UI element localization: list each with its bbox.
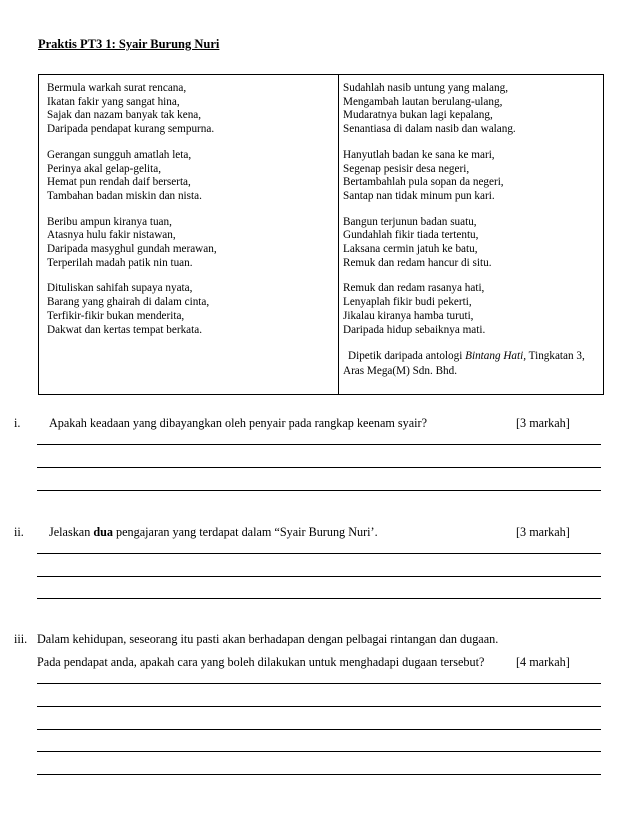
poem-line: Hemat pun rendah daif berserta, — [47, 176, 191, 189]
question-1-marks: [3 markah] — [516, 416, 570, 430]
answer-line[interactable] — [37, 576, 601, 577]
poem-stanza — [343, 149, 601, 204]
poem-line: Bertambahlah pula sopan da negeri, — [343, 176, 504, 189]
answer-line[interactable] — [37, 490, 601, 491]
poem-line: Bermula warkah surat rencana, — [47, 82, 187, 94]
poem-stanza — [47, 149, 332, 204]
poem-line: Gundahlah fikir tiada tertentu, — [343, 229, 479, 242]
poem-line: Atasnya hulu fakir nistawan, — [47, 229, 176, 242]
worksheet-title: Praktis PT3 1: Syair Burung Nuri — [38, 37, 220, 51]
poem-left-column — [47, 82, 332, 349]
poem-stanza — [47, 82, 332, 137]
answer-line[interactable] — [37, 467, 601, 468]
source-prefix: Dipetik daripada antologi — [348, 350, 466, 363]
poem-line: Remuk dan redam rasanya hati, — [343, 282, 485, 295]
source-suffix: Tingkatan 3, — [526, 350, 585, 363]
poem-line: Dituliskan sahifah supaya nyata, — [47, 282, 193, 295]
poem-line: Terfikir-fikir bukan menderita, — [47, 309, 185, 322]
question-1-number: i. — [14, 416, 21, 430]
poem-line: Barang yang ghairah di dalam cinta, — [47, 296, 210, 309]
answer-line[interactable] — [37, 751, 601, 752]
question-1-text: Apakah keadaan yang dibayangkan oleh penyair pada rangkap keenam syair? — [49, 416, 427, 430]
answer-line[interactable] — [37, 729, 601, 730]
poem-stanza — [343, 282, 601, 337]
question-2-number: ii. — [14, 525, 24, 539]
poem-stanza — [343, 82, 601, 137]
poem-line: Jikalau kiranya hamba turuti, — [343, 309, 474, 322]
poem-line: Senantiasa di dalam nasib dan walang. — [343, 123, 516, 136]
poem-line: Perinya akal gelap-gelita, — [47, 162, 161, 175]
answer-line[interactable] — [37, 598, 601, 599]
poem-line: Lenyaplah fikir budi pekerti, — [343, 296, 472, 309]
answer-line[interactable] — [37, 444, 601, 445]
source-book-title: Bintang Hati, — [465, 350, 527, 363]
poem-stanza — [343, 216, 601, 271]
answer-line[interactable] — [37, 706, 601, 707]
poem-table — [38, 74, 604, 395]
question-2-text-bold: dua — [93, 525, 113, 539]
question-3-marks: [4 markah] — [516, 655, 570, 669]
poem-source — [343, 349, 601, 378]
poem-line: Bangun terjunun badan suatu, — [343, 215, 477, 228]
poem-line: Daripada masyghul gundah merawan, — [47, 243, 217, 256]
poem-line: Laksana cermin jatuh ke batu, — [343, 243, 478, 256]
poem-line: Segenap pesisir desa negeri, — [343, 162, 470, 175]
poem-line: Sajak dan nazam banyak tak kena, — [47, 109, 202, 122]
answer-line[interactable] — [37, 683, 601, 684]
poem-line: Gerangan sungguh amatlah leta, — [47, 148, 192, 161]
question-3-number: iii. — [14, 632, 28, 646]
poem-line: Ikatan fakir yang sangat hina, — [47, 95, 180, 108]
question-3-text-line-2: Pada pendapat anda, apakah cara yang boleh dilakukan untuk menghadapi dugaan tersebut? — [37, 655, 485, 669]
poem-line: Daripada pendapat kurang sempurna. — [47, 123, 215, 136]
question-2-marks: [3 markah] — [516, 525, 570, 539]
poem-line: Beribu ampun kiranya tuan, — [47, 215, 172, 228]
source-publisher: Aras Mega(M) Sdn. Bhd. — [343, 364, 458, 377]
poem-line: Terperilah madah patik nin tuan. — [47, 256, 193, 269]
poem-line: Hanyutlah badan ke sana ke mari, — [343, 148, 495, 161]
poem-line: Remuk dan redam hancur di situ. — [343, 256, 492, 269]
poem-line: Sudahlah nasib untung yang malang, — [343, 82, 508, 94]
answer-line[interactable] — [37, 774, 601, 775]
question-2-text — [49, 525, 378, 540]
poem-line: Tambahan badan miskin dan nista. — [47, 189, 202, 202]
question-3-text-line-1: Dalam kehidupan, seseorang itu pasti akan berhadapan dengan pelbagai rintangan dan dugaan. — [37, 632, 499, 646]
poem-stanza — [47, 216, 332, 271]
poem-line: Mudaratnya bukan lagi kepalang, — [343, 109, 493, 122]
poem-line: Daripada hidup sebaiknya mati. — [343, 323, 486, 336]
poem-right-column — [343, 82, 601, 378]
poem-line: Santap nan tidak minum pun kari. — [343, 189, 495, 202]
poem-line: Mengambah lautan berulang-ulang, — [343, 95, 503, 108]
answer-line[interactable] — [37, 553, 601, 554]
poem-stanza — [47, 282, 332, 337]
poem-line: Dakwat dan kertas tempat berkata. — [47, 323, 203, 336]
column-divider — [338, 75, 339, 394]
question-2-text-end: pengajaran yang terdapat dalam “Syair Burung Nuri’. — [113, 525, 378, 539]
question-2-text-start: Jelaskan — [49, 525, 94, 539]
